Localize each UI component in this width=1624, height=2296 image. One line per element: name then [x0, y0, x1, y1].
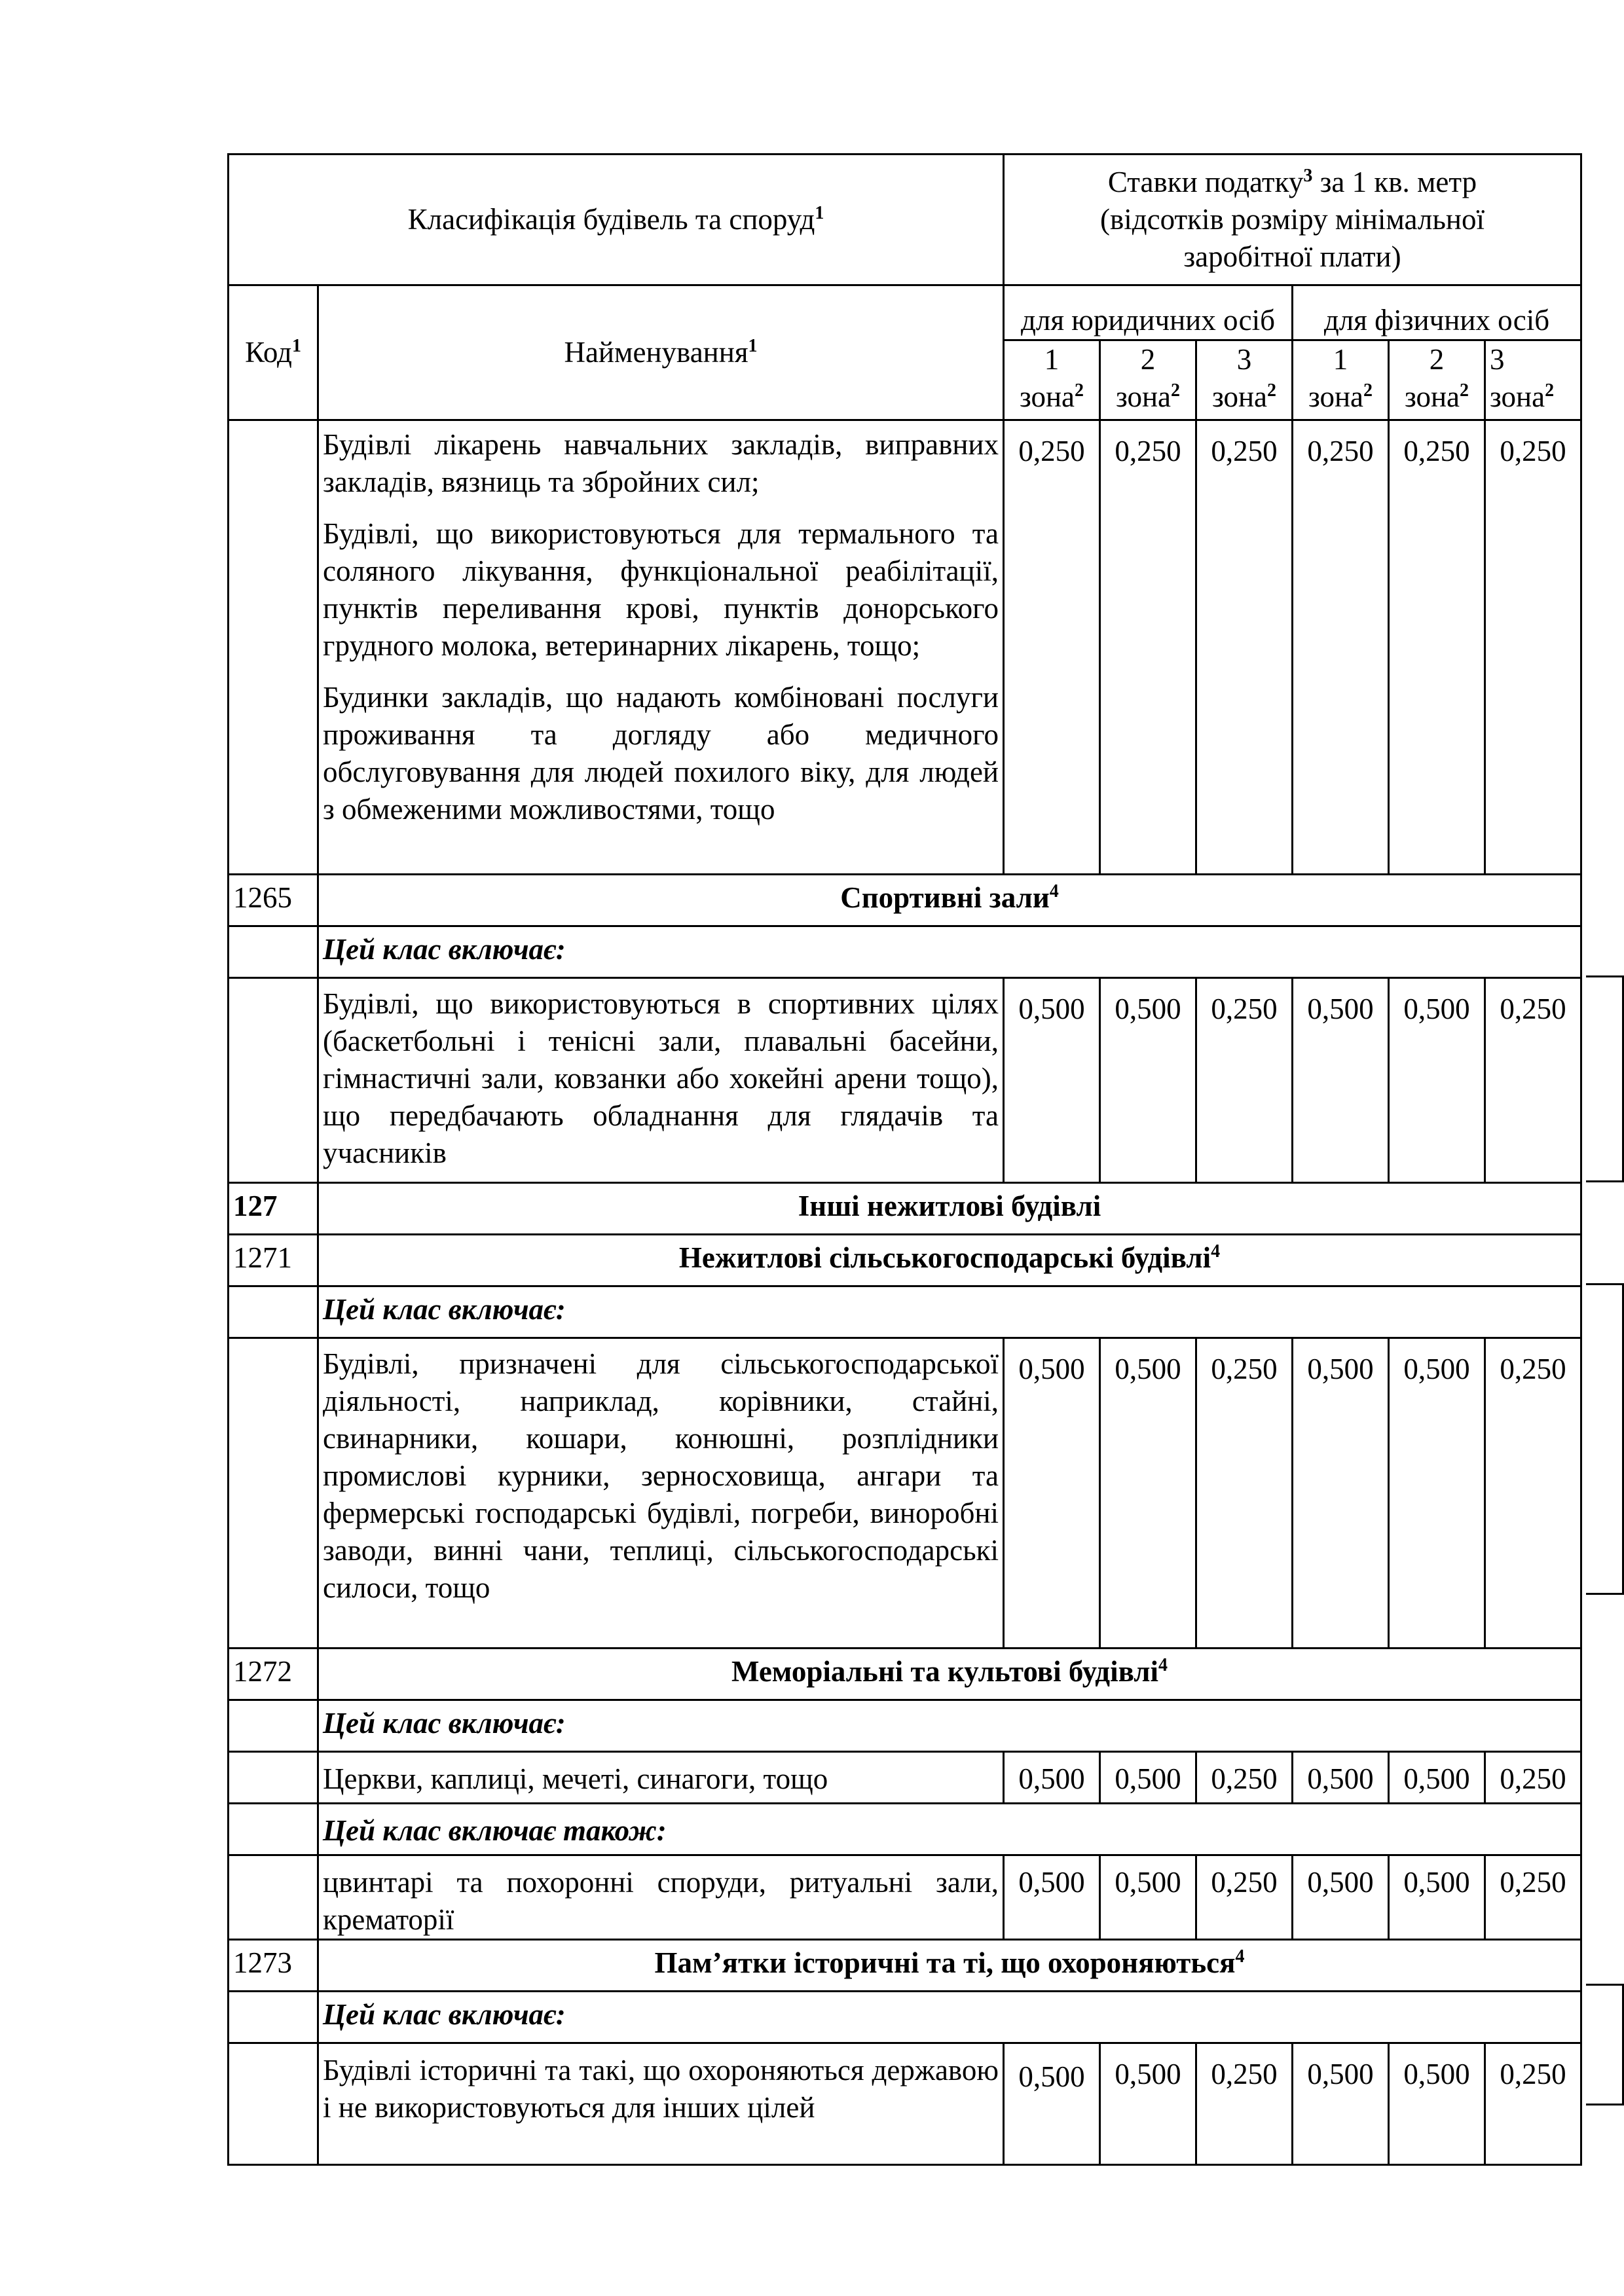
class-title: Спортивні зали$^4$ — [318, 875, 1581, 926]
legal-entities-header: для юридичних осіб — [1004, 285, 1293, 340]
table-row — [229, 978, 1581, 1183]
includes-label: Цей клас включає: — [318, 1286, 1581, 1338]
includes-row — [229, 926, 1581, 978]
rate-cell: 0,500 — [1100, 1752, 1196, 1804]
rate-cell: 0,250 — [1485, 1752, 1581, 1804]
rate-cell: 0,250 — [1100, 420, 1196, 875]
right-edge-cell-fragment — [1586, 975, 1624, 1182]
table-row — [229, 1855, 1581, 1940]
rate-cell: 0,250 — [1485, 2043, 1581, 2165]
rate-cell: 0,250 — [1389, 420, 1485, 875]
rate-cell: 0,500 — [1004, 1338, 1100, 1649]
rate-cell: 0,250 — [1485, 978, 1581, 1183]
rate-cell: 0,500 — [1004, 978, 1100, 1183]
description-cell: Церкви, каплиці, мечеті, синагоги, тощо — [318, 1752, 1004, 1804]
rate-cell: 0,250 — [1293, 420, 1389, 875]
right-edge-cell-fragment — [1586, 1984, 1624, 2105]
description-cell: цвинтарі та похоронні споруди, ритуальні зали, крематорії — [318, 1855, 1004, 1940]
rate-cell: 0,500 — [1389, 1752, 1485, 1804]
code-cell: 1272 — [229, 1649, 318, 1700]
rate-cell: 0,500 — [1100, 2043, 1196, 2165]
code-cell: 1271 — [229, 1235, 318, 1286]
rate-cell: 0,250 — [1196, 1338, 1293, 1649]
class-row-1271 — [229, 1235, 1581, 1286]
rate-cell: 0,500 — [1004, 1752, 1100, 1804]
rate-cell: 0,250 — [1196, 978, 1293, 1183]
rate-cell: 0,500 — [1100, 1855, 1196, 1940]
rate-cell: 0,250 — [1196, 420, 1293, 875]
class-row-1265 — [229, 875, 1581, 926]
rate-cell: 0,250 — [1196, 2043, 1293, 2165]
description-cell: Будівлі, призначені для сільськогосподарської діяльності, наприклад, корівники, стайні, свинарники, кошари, конюшні, розплідники промислові курники, зерносховища, ангари та фермерські господарські будівлі, погреби, виноробні заводи, винні чани, теплиці, сільськогосподарські силоси, тощо — [318, 1338, 1004, 1649]
rate-cell: 0,500 — [1004, 1855, 1100, 1940]
table-row — [229, 1338, 1581, 1649]
code-cell — [229, 1855, 318, 1940]
tax-rates-table — [227, 153, 1582, 2166]
header-row-2 — [229, 285, 1581, 340]
rate-cell: 0,500 — [1389, 1338, 1485, 1649]
rate-cell: 0,500 — [1100, 978, 1196, 1183]
class-row-1273 — [229, 1940, 1581, 1992]
rate-cell: 0,500 — [1293, 978, 1389, 1183]
code-cell — [229, 926, 318, 978]
rate-cell: 0,500 — [1293, 2043, 1389, 2165]
right-edge-cell-fragment — [1586, 1283, 1624, 1595]
class-row-1272 — [229, 1649, 1581, 1700]
class-title: Нежитлові сільськогосподарські будівлі$^4$ — [318, 1235, 1581, 1286]
includes-row — [229, 1286, 1581, 1338]
rate-cell: 0,250 — [1485, 420, 1581, 875]
zone-2-individual: 2 зона$^2$ — [1389, 340, 1485, 420]
name-header: Найменування$^1$ — [318, 285, 1004, 420]
includes-label: Цей клас включає: — [318, 1700, 1581, 1752]
rate-cell: 0,250 — [1485, 1338, 1581, 1649]
code-cell: 1265 — [229, 875, 318, 926]
includes-label: Цей клас включає: — [318, 926, 1581, 978]
code-cell: 1273 — [229, 1940, 318, 1992]
class-row-127 — [229, 1183, 1581, 1235]
rate-cell: 0,500 — [1004, 2043, 1100, 2165]
includes-row — [229, 1992, 1581, 2043]
class-title: Меморіальні та культові будівлі$^4$ — [318, 1649, 1581, 1700]
zone-2-legal: 2 зона$^2$ — [1100, 340, 1196, 420]
code-cell — [229, 420, 318, 875]
zone-1-legal: 1 зона$^2$ — [1004, 340, 1100, 420]
code-header: Код$^1$ — [229, 285, 318, 420]
rate-cell: 0,500 — [1293, 1338, 1389, 1649]
rate-cell: 0,250 — [1485, 1855, 1581, 1940]
description-cell: Будівлі історичні та такі, що охороняються державою і не використовуються для інших цілей — [318, 2043, 1004, 2165]
zone-3-individual: 3 зона$^2$ — [1485, 340, 1581, 420]
description-cell: Будівлі лікарень навчальних закладів, виправних закладів, вязниць та збройних сил; Будівлі, що використовуються для термального та соляного лікування, функціональної реабілітації, пунктів переливання крові, пунктів донорського грудного молока, ветеринарних лікарень, тощо; Будинки закладів, що надають комбіновані послуги проживання та догляду або медичного обслуговування для людей похилого віку, для людей з обмеженими можливостями, тощо — [318, 420, 1004, 875]
rate-cell: 0,500 — [1293, 1855, 1389, 1940]
code-cell — [229, 2043, 318, 2165]
individuals-header: для фізичних осіб — [1293, 285, 1581, 340]
rate-cell: 0,250 — [1196, 1752, 1293, 1804]
includes-row — [229, 1804, 1581, 1855]
rate-cell: 0,500 — [1389, 1855, 1485, 1940]
class-title: Пам’ятки історичні та ті, що охороняються$^4$ — [318, 1940, 1581, 1992]
zone-1-individual: 1 зона$^2$ — [1293, 340, 1389, 420]
code-cell — [229, 978, 318, 1183]
includes-row — [229, 1700, 1581, 1752]
rate-cell: 0,250 — [1004, 420, 1100, 875]
code-cell — [229, 1992, 318, 2043]
code-cell — [229, 1700, 318, 1752]
code-cell: 127 — [229, 1183, 318, 1235]
table-row — [229, 420, 1581, 875]
rate-cell: 0,500 — [1100, 1338, 1196, 1649]
zone-3-legal: 3 зона$^2$ — [1196, 340, 1293, 420]
header-row-1 — [229, 155, 1581, 285]
includes-label: Цей клас включає: — [318, 1992, 1581, 2043]
class-title: Інші нежитлові будівлі — [318, 1183, 1581, 1235]
includes-also-label: Цей клас включає також: — [318, 1804, 1581, 1855]
code-cell — [229, 1338, 318, 1649]
rate-cell: 0,500 — [1293, 1752, 1389, 1804]
table-row — [229, 2043, 1581, 2165]
classification-header: Класифікація будівель та споруд$^1$ — [229, 155, 1004, 285]
rate-cell: 0,500 — [1389, 2043, 1485, 2165]
rate-cell: 0,500 — [1389, 978, 1485, 1183]
rates-header: Ставки податку$^3$ за 1 кв. метр (відсотків розміру мінімальної заробітної плати) — [1004, 155, 1581, 285]
description-cell: Будівлі, що використовуються в спортивних цілях (баскетбольні і тенісні зали, плавальні басейни, гімнастичні зали, ковзанки або хокейні арени тощо), що передбачають обладнання для глядачів та учасників — [318, 978, 1004, 1183]
code-cell — [229, 1804, 318, 1855]
code-cell — [229, 1286, 318, 1338]
code-cell — [229, 1752, 318, 1804]
rate-cell: 0,250 — [1196, 1855, 1293, 1940]
table-row — [229, 1752, 1581, 1804]
